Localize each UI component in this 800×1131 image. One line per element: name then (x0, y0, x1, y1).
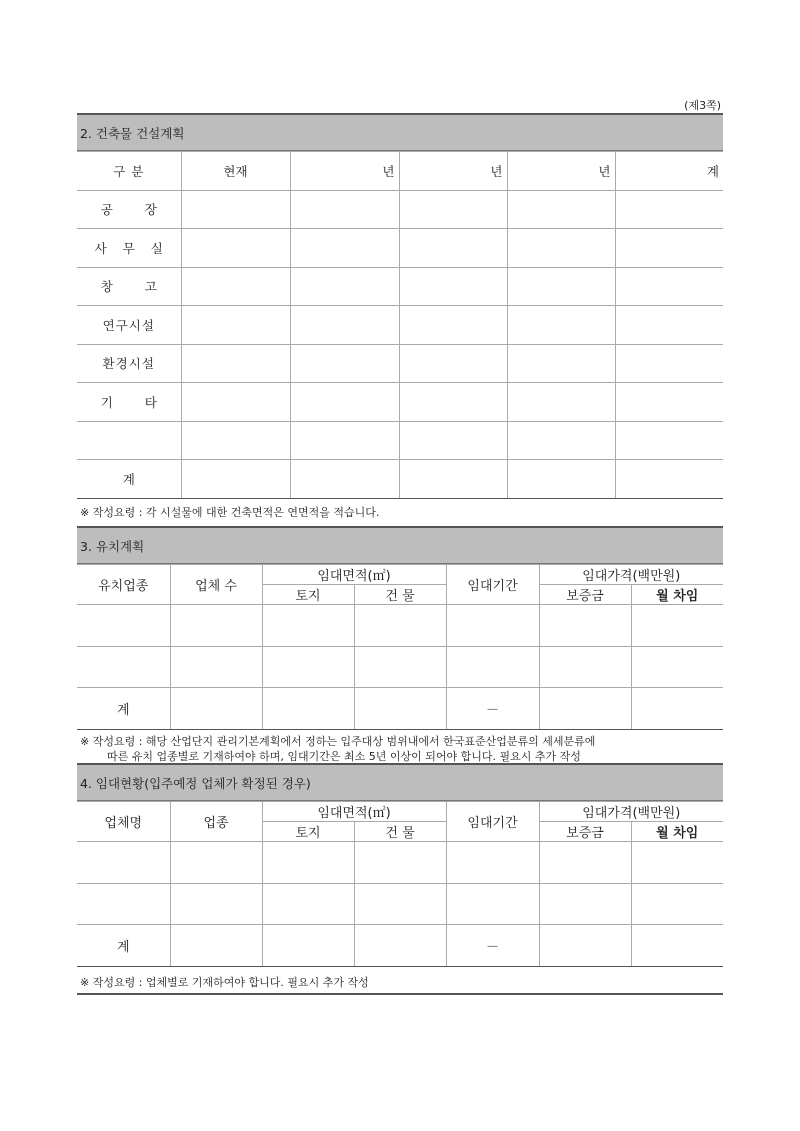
input-cell[interactable] (181, 306, 290, 345)
table-row (77, 306, 723, 345)
header-year-1: 년 (290, 152, 399, 191)
table-row (77, 646, 723, 688)
input-cell[interactable] (507, 306, 615, 345)
total-period-dash: － (446, 925, 539, 967)
input-cell[interactable] (290, 267, 399, 306)
header-monthly-rent: 월 차임 (631, 822, 723, 842)
input-cell[interactable] (399, 190, 507, 229)
input-cell[interactable] (631, 883, 723, 925)
section3-note-text: ※ 작성요령 : 해당 산업단지 관리기본계획에서 정하는 입주대상 범위내에서 한국표준산업분류의 세세분류에 (80, 735, 596, 748)
input-cell[interactable] (507, 344, 615, 383)
table-row (77, 421, 723, 460)
input-cell[interactable] (399, 383, 507, 422)
header-year-3: 년 (507, 152, 615, 191)
input-cell[interactable] (262, 883, 354, 925)
input-cell[interactable] (399, 229, 507, 268)
input-cell[interactable] (446, 605, 539, 647)
input-cell[interactable] (615, 306, 723, 345)
input-cell[interactable] (181, 229, 290, 268)
header-industry: 유치업종 (77, 565, 170, 605)
row-label-total: 계 (77, 925, 170, 967)
input-cell[interactable] (290, 383, 399, 422)
row-label-environment: 환경시설 (77, 344, 181, 383)
input-cell[interactable] (181, 421, 290, 460)
table-row-total (77, 688, 723, 730)
input-cell[interactable] (539, 688, 631, 730)
input-cell[interactable] (354, 925, 446, 967)
header-category: 구 분 (77, 152, 181, 191)
header-company-count: 업체 수 (170, 565, 262, 605)
header-lease-area: 임대면적(㎡) (262, 802, 446, 822)
input-cell[interactable] (539, 605, 631, 647)
table-row (77, 190, 723, 229)
input-cell[interactable] (262, 605, 354, 647)
input-cell[interactable] (615, 421, 723, 460)
input-cell[interactable] (446, 883, 539, 925)
section4-note: ※ 작성요령 : 업체별로 기재하여야 합니다. 필요시 추가 작성 (80, 976, 369, 989)
input-cell[interactable] (399, 344, 507, 383)
input-cell[interactable] (262, 646, 354, 688)
row-label-research: 연구시설 (77, 306, 181, 345)
table-row-total (77, 925, 723, 967)
header-lease-period: 임대기간 (446, 565, 539, 605)
input-cell[interactable] (631, 925, 723, 967)
input-cell[interactable] (170, 646, 262, 688)
input-cell[interactable] (399, 460, 507, 499)
input-cell[interactable] (354, 883, 446, 925)
input-cell[interactable] (170, 883, 262, 925)
input-cell[interactable] (181, 267, 290, 306)
input-cell[interactable] (539, 842, 631, 884)
table-row (77, 267, 723, 306)
header-lease-period: 임대기간 (446, 802, 539, 842)
input-cell[interactable] (354, 646, 446, 688)
input-cell[interactable] (507, 383, 615, 422)
attraction-plan-table (77, 564, 723, 730)
header-deposit: 보증금 (539, 585, 631, 605)
input-cell[interactable] (615, 229, 723, 268)
header-lease-price: 임대가격(백만원) (539, 802, 723, 822)
input-cell[interactable] (290, 306, 399, 345)
input-cell[interactable] (77, 646, 170, 688)
input-cell[interactable] (170, 925, 262, 967)
input-cell[interactable] (170, 605, 262, 647)
input-cell[interactable] (631, 646, 723, 688)
section3-note-line1 (80, 733, 595, 749)
header-lease-price: 임대가격(백만원) (539, 565, 723, 585)
header-industry-type: 업종 (170, 802, 262, 842)
header-year-2: 년 (399, 152, 507, 191)
header-total: 계 (615, 152, 723, 191)
header-building: 건 물 (354, 585, 446, 605)
row-label-warehouse: 창 고 (77, 267, 181, 306)
input-cell[interactable] (290, 421, 399, 460)
row-label-factory: 공 장 (77, 190, 181, 229)
input-cell[interactable] (354, 688, 446, 730)
bottom-rule (77, 993, 723, 995)
input-cell[interactable] (290, 460, 399, 499)
input-cell[interactable] (539, 883, 631, 925)
page-number: (제3쪽) (684, 99, 721, 112)
header-company-name: 업체명 (77, 802, 170, 842)
input-cell[interactable] (446, 842, 539, 884)
input-cell[interactable] (181, 383, 290, 422)
input-cell[interactable] (631, 605, 723, 647)
input-cell[interactable] (290, 229, 399, 268)
input-cell[interactable] (262, 925, 354, 967)
header-building: 건 물 (354, 822, 446, 842)
input-cell[interactable] (615, 383, 723, 422)
input-cell[interactable] (170, 842, 262, 884)
input-cell[interactable] (615, 460, 723, 499)
input-cell[interactable] (507, 460, 615, 499)
table-row (77, 229, 723, 268)
table-row (77, 605, 723, 647)
table-row (77, 883, 723, 925)
input-cell[interactable] (354, 605, 446, 647)
input-cell[interactable] (507, 267, 615, 306)
input-cell[interactable] (615, 344, 723, 383)
input-cell[interactable] (399, 267, 507, 306)
input-cell[interactable] (507, 190, 615, 229)
input-cell[interactable] (170, 688, 262, 730)
input-cell[interactable] (181, 460, 290, 499)
section3-title: 3. 유치계획 (77, 526, 723, 564)
input-cell[interactable] (631, 688, 723, 730)
row-label-office: 사 무 실 (77, 229, 181, 268)
input-cell[interactable] (615, 190, 723, 229)
table-row (77, 842, 723, 884)
input-cell[interactable] (631, 842, 723, 884)
row-label-total: 계 (77, 460, 181, 499)
table-header-row (77, 565, 723, 585)
input-cell[interactable] (399, 306, 507, 345)
input-cell[interactable] (446, 646, 539, 688)
table-row-total (77, 460, 723, 499)
row-label-other: 기 타 (77, 383, 181, 422)
table-row (77, 383, 723, 422)
input-cell[interactable] (77, 883, 170, 925)
header-land: 토지 (262, 822, 354, 842)
section4-title: 4. 임대현황(입주예정 업체가 확정된 경우) (77, 763, 723, 801)
input-cell[interactable] (262, 842, 354, 884)
building-plan-table (77, 151, 723, 499)
row-label-blank (77, 421, 181, 460)
input-cell[interactable] (262, 688, 354, 730)
header-lease-area: 임대면적(㎡) (262, 565, 446, 585)
section3-note-line2: 따른 유치 업종별로 기재하여야 하며, 임대기간은 최소 5년 이상이 되어야 합니다. 필요시 추가 작성 (107, 750, 581, 763)
table-row (77, 344, 723, 383)
input-cell[interactable] (615, 267, 723, 306)
row-label-total: 계 (77, 688, 170, 730)
input-cell[interactable] (290, 190, 399, 229)
table-header-row (77, 152, 723, 191)
header-deposit: 보증금 (539, 822, 631, 842)
input-cell[interactable] (539, 646, 631, 688)
total-period-dash: － (446, 688, 539, 730)
input-cell[interactable] (539, 925, 631, 967)
header-monthly-rent: 월 차임 (631, 585, 723, 605)
header-current: 현재 (181, 152, 290, 191)
input-cell[interactable] (77, 605, 170, 647)
input-cell[interactable] (399, 421, 507, 460)
input-cell[interactable] (181, 344, 290, 383)
input-cell[interactable] (507, 229, 615, 268)
lease-status-table (77, 801, 723, 967)
input-cell[interactable] (507, 421, 615, 460)
header-land: 토지 (262, 585, 354, 605)
input-cell[interactable] (181, 190, 290, 229)
section2-note: ※ 작성요령 : 각 시설물에 대한 건축면적은 연면적을 적습니다. (80, 506, 380, 519)
table-header-row (77, 802, 723, 822)
section2-title: 2. 건축물 건설계획 (77, 113, 723, 151)
input-cell[interactable] (77, 842, 170, 884)
input-cell[interactable] (290, 344, 399, 383)
input-cell[interactable] (354, 842, 446, 884)
